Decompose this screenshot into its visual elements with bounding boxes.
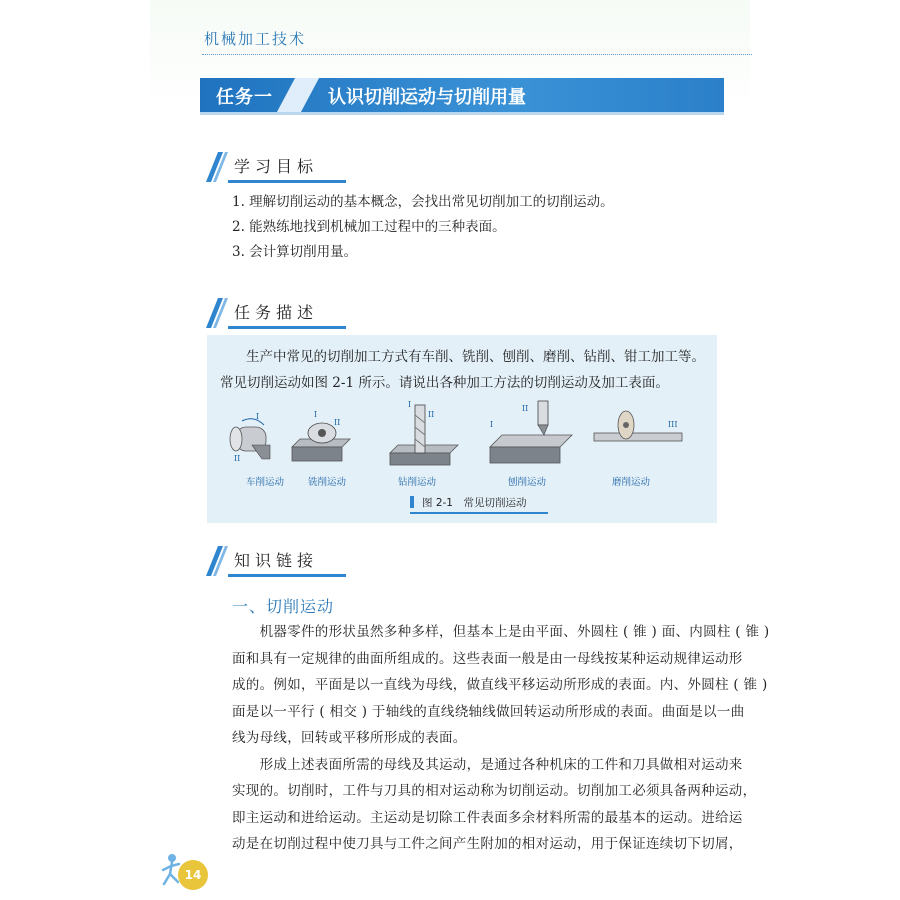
task-heading-label: 任务描述 — [234, 303, 319, 322]
heading-underline — [228, 574, 346, 577]
page-number: 14 — [178, 860, 208, 890]
body-line: 即主运动和进给运动。主运动是切除工件表面多余材料所需的最基本的运动。进给运 — [232, 809, 743, 826]
task-description — [220, 344, 720, 396]
figure-item-label: 钻削运动 — [398, 477, 437, 488]
svg-text:I: I — [490, 420, 494, 429]
header-rule — [202, 54, 752, 55]
knowledge-body — [232, 619, 770, 858]
milling-illustration — [292, 410, 350, 461]
knowledge-heading-label: 知识链接 — [234, 551, 319, 570]
figure-caption-text: 图 2-1 常见切削运动 — [422, 497, 527, 509]
section-slash-icon — [206, 546, 228, 576]
figure-item-label: 磨削运动 — [612, 477, 651, 488]
heading-underline — [228, 180, 346, 183]
knowledge-heading — [206, 544, 346, 578]
task-paragraph: 生产中常见的切削加工方式有车削、铣削、刨削、磨削、钻削、钳工加工等。 — [246, 349, 705, 365]
goals-heading — [206, 150, 346, 184]
task-heading — [206, 296, 346, 330]
subsection-title: 一、切削运动 — [232, 597, 335, 616]
figure-item-label: 刨削运动 — [508, 477, 547, 488]
svg-text:II: II — [522, 404, 529, 413]
svg-text:II: II — [334, 418, 341, 427]
goal-item: 1. 理解切削运动的基本概念，会找出常见切削加工的切削运动。 — [232, 194, 614, 210]
running-head: 机械加工技术 — [204, 30, 307, 48]
section-slash-icon — [206, 152, 228, 182]
body-line: 形成上述表面所需的母线及其运动，是通过各种机床的工件和刀具做相对运动来 — [232, 756, 743, 773]
body-line: 成的。例如，平面是以一直线为母线，做直线平移运动所形成的表面。内、外圆柱 ( 锥 ) — [232, 677, 768, 693]
body-line: 面和具有一定规律的曲面所组成的。这些表面一般是由一母线按某种运动规律运动形 — [232, 650, 743, 667]
turning-illustration — [230, 412, 270, 463]
svg-text:I: I — [408, 400, 412, 409]
figure-caption — [410, 494, 548, 514]
task-banner — [200, 78, 724, 112]
body-line: 线为母线，回转或平移所形成的表面。 — [232, 730, 467, 746]
goals-heading-label: 学习目标 — [234, 157, 319, 176]
caption-marker — [410, 496, 414, 508]
task-number: 任务一 — [216, 87, 273, 108]
body-line: 面是以一平行 ( 相交 ) 于轴线的直线绕轴线做回转运动所形成的表面。曲面是以一曲 — [232, 703, 745, 720]
body-line: 实现的。切削时，工件与刀具的相对运动称为切削运动。切削加工必须具备两种运动， — [232, 783, 757, 799]
figure-item-label: 车削运动 — [246, 477, 285, 488]
body-line: 机器零件的形状虽然多种多样，但基本上是由平面、外圆柱 ( 锥 ) 面、内圆柱 ( 锥 ) — [232, 624, 770, 640]
svg-text:I: I — [256, 412, 260, 421]
planing-illustration — [490, 401, 572, 463]
banner-separator — [277, 78, 319, 112]
grinding-illustration — [594, 411, 682, 441]
svg-text:II: II — [234, 454, 241, 463]
goal-item: 3. 会计算切削用量。 — [232, 244, 358, 260]
goals-list — [232, 190, 614, 265]
svg-text:II: II — [428, 410, 435, 419]
goal-item: 2. 能熟练地找到机械加工过程中的三种表面。 — [232, 219, 506, 235]
task-title: 认识切削运动与切削用量 — [328, 87, 526, 108]
svg-text:III: III — [668, 420, 678, 429]
body-line: 动是在切削过程中使刀具与工件之间产生附加的相对运动，用于保证连续切下切屑， — [232, 836, 743, 852]
heading-underline — [228, 326, 346, 329]
figure-item-label: 铣削运动 — [308, 477, 347, 488]
section-slash-icon — [206, 298, 228, 328]
task-paragraph: 常见切削运动如图 2-1 所示。请说出各种加工方法的切削运动及加工表面。 — [220, 375, 669, 391]
svg-text:I: I — [314, 410, 318, 419]
drilling-illustration — [390, 400, 458, 465]
